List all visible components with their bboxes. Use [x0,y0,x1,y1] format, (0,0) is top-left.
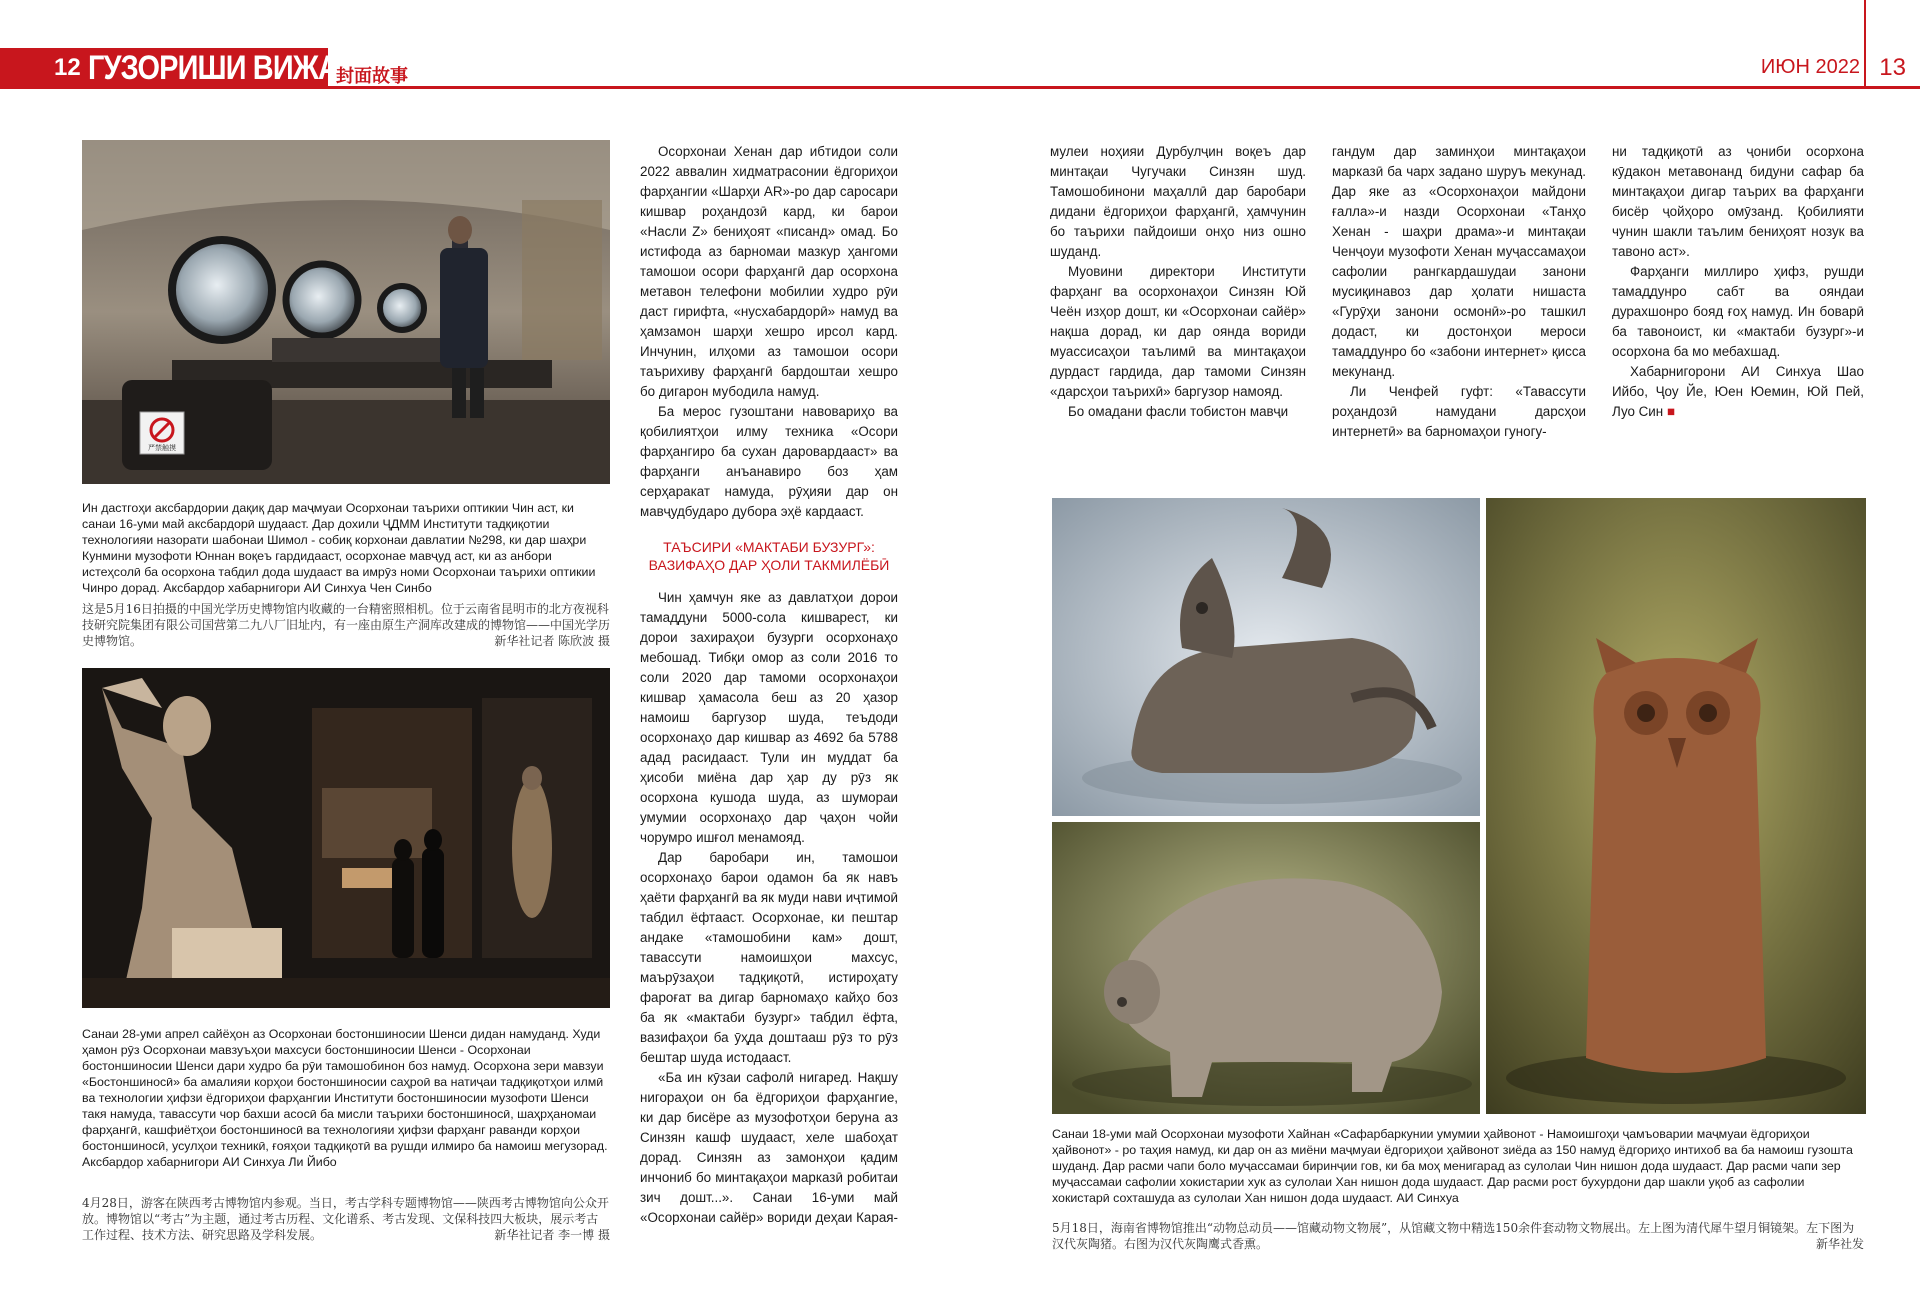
end-mark: ■ [1666,404,1676,419]
col4-paragraph: Фарҳанги миллиро ҳифз, рушди тамаддунро сабт ва ояндаи дурахшонро бояд ғоҳ намуд. Ин боварӣ ба тавоноист, ки «мактаби бузург»-и осорхона ба мо мебахшад. [1612,264,1864,359]
page-number-right: 13 [1879,54,1906,81]
photo-group-caption-cn [1052,1220,1864,1252]
col1-paragraph: Дар баробари ин, тамошои осорхонаҳо барои одамон ба як навъ ҳаёти фарҳангӣ ва як муди нави иҷтимоӣ табдил ёфтааст. Осорхонае, ки пештар андаке «тамошобини кам» дошт, тавассути намоишҳои махсус, маърӯзаҳои тадқиқотӣ, истироҳату фароғат ва дигар барномаҳо кайҳо боз ба як «мактаби бузург» табдил ёфта, вазифаҳои ба ӯҳда доштааш рӯз то рӯз бештар шуда истодааст. [640,850,898,1065]
photo1-caption-cn [82,601,610,649]
col2-paragraph: мулеи ноҳияи Дурбулҷин воқеъ дар минтақаи Чугучаки Синзян шуд. Тамошобинони маҳаллӣ дар баробари дидани ёдгориҳои фарҳангӣ, ҳамчунин бо таърихи пайдоиши онҳо низ ошно шуданд. [1050,144,1306,259]
col3-paragraph: Ли Ченфей гуфт: «Тавассути роҳандозӣ намудани дарсҳои интернетӣ» ва барномаҳои гуногу- [1332,384,1586,439]
col2-paragraph: Бо омадани фасли тобистон мавҷи [1068,404,1289,419]
no-touch-sign-text: 严禁触摸 [148,444,176,452]
photo-eagle-censer [1486,498,1866,1114]
article-column-4 [1612,142,1864,422]
col4-paragraph: ни тадқиқотӣ аз ҷониби осорхона кӯдакон метавонанд бидуни сафар ба минтақаҳои дигар таърих ва фарҳанги бисёр ҷойҳоро омӯзанд. Қобилияти чунин шакли таълим бениҳоят нозук ва тавоно аст». [1612,144,1864,259]
photo-group-caption-cn-text: 5月18日，海南省博物馆推出“动物总动员——馆藏动物文物展”，从馆藏文物中精选150余件套动物文物展出。左上图为清代犀牛望月铜镜架。左下图为汉代灰陶猪。右图为汉代灰陶鹰式香熏。 [1052,1221,1855,1251]
photo1-caption: Ин дастгоҳи аксбардории дақиқ дар маҷмуаи Осорхонаи таърихи оптикии Чин аст, ки санаи 16-уми май аксбардорӣ шудааст. Дар дохили ҶДММ Институти тадқиқотии технологияи назорати шабонаи Шимол - собиқ корхонаи давлатии №298, ки дар шаҳри Кунмини музофоти Юннан воқеъ гардидааст, осорхонае мавҷуд аст, ки аз анбори истеҳсолӣ ба осорхона табдил дода шудааст ва имрӯз номи Осорхонаи таърихи оптикии Чинро дорад. Аксбардор хабарнигори АИ Синхуа Чен Синбо [82,501,596,595]
byline [1612,362,1864,422]
photo2-caption: Санаи 28-уми апрел сайёҳон аз Осорхонаи бостоншиносии Шенси дидан намуданд. Худи ҳамон рӯз Осорхонаи мавзуъҳои махсуси бостоншиносии Шенси - Осорхонаи бостоншиносии Шенси дари худро ба рӯи тамошобинон боз намуд. Осорхона зери мавзуи «Бостоншиносӣ» ба амалияи корҳои бостоншиносии саҳроӣ ва натиҷаи тадқиқотҳои илмӣ ва технологии ҳифзи ёдгориҳои фарҳангии Институти бостоншиносии музофоти Шенси такя намуда, тавассути чор бахши асосӣ ба мисли таърихи бостоншиносӣ, шаҳрҳаномаи фарҳангӣ, кашфиётҳои бостоншиносӣ ва технологияи ҳифзи фарҳанг раванди корҳои бостоншиносӣ, усулҳои техникӣ, ғояҳои тадқиқотӣ ва рушди илмиро ба намоиш мегузорад. Аксбардор хабарнигори АИ Синхуа Ли Йибо [82,1027,608,1169]
photo2-caption-cn [82,1195,610,1243]
byline-text: Хабарнигорони АИ Синхуа Шао Ийбо, Ҷоу Йе, Юен Юемин, Юй Пей, Луо Син [1612,364,1864,419]
photo-bronze-ox [1052,498,1480,816]
photo2-credit: 新华社记者 李一博 摄 [494,1228,610,1242]
article-column-3 [1332,142,1586,442]
photo-optical-camera [82,140,610,484]
col1-paragraph: Ба мерос гузоштани навовариҳо ва қобилиятҳои илму техника «Осори фарҳангиро ба сухан даровардааст» ва фарҳанги анъанавиро боз ҳам серҳаракат намуда, рӯҳияи дар он мавҷудбударо дубора эҳё кардааст. [640,404,898,519]
subhead-line-1: ТАЪСИРИ «МАКТАБИ БУЗУРГ»: [663,539,875,555]
photo-clay-pig [1052,822,1480,1114]
issue-date: ИЮН 2022 [1760,56,1860,78]
section-title: ГУЗОРИШИ ВИЖА [88,49,339,87]
col2-paragraph: Муовини директори Институти фарҳанг ва осорхонаҳои Синзян Юй Чеён изҳор дошт, ки «Осорхонаи сайёр» нақша дорад, ки дар оянда вориди муассисаҳои таълимӣ ва минтақаҳои дурдаст гардида, дар тамоми Синзян «дарсҳои таърихӣ» баргузор намояд. [1050,264,1306,399]
col1-paragraph: Чин ҳамчун яке аз давлатҳои дорои тамаддуни 5000-сола кишварест, ки дорои захираҳои бузурги осорхонаҳо мебошад. Тибқи омор аз соли 2016 то соли 2020 дар тамоми осорхонаҳои кишвар ҳамасола беш аз 20 ҳазор намоиш баргузор шуда, теъдоди осорхонаҳо дар кишвар аз 4692 ба 5788 адад расидааст. Тули ин муддат ба ҳисоби миёна дар ҳар ду рӯз як осорхона кушода шуда, аз шумораи умумии осорхонаҳо дар ҷаҳон чойи чорумро ишғол менамояд. [640,590,898,845]
photo-archaeology-museum [82,668,610,1008]
section-subtitle: 封面故事 [336,66,408,87]
photo-group-credit: 新华社发 [1815,1237,1864,1251]
section-subhead [640,538,898,574]
photo-group-caption: Санаи 18-уми май Осорхонаи музофоти Хайнан «Сафарбаркунии умумии ҳайвонот - Намоишгоҳи ҷамъоварии маҷмуаи ёдгориҳои ҳайвонот» - ро таҳия намуд, ки дар он аз миёни маҷмуаи ёдгориҳои ҳайвонот зиёда аз 150 намуд ёдгориҳо интихоб ва ба намоиш гузошта шуданд. Дар расми чапи боло муҷассамаи биринҷии гов, ки ба моҳ менигарад аз сулолаи Чин нишон дода шудааст. Дар расми чапи зер муҷассамаи сафолии хокистарии хук аз сулолаи Хан нишон дода шудааст. Дар расми рост бухурдони дар шакли уқоб аз сафолии хокистарӣ сохташуда аз сулолаи Хан нишон дода шудааст. АИ Синхуа [1052,1127,1853,1205]
subhead-line-2: ВАЗИФАҲО ДАР ҲОЛИ ТАКМИЛЁБӢ [648,557,890,573]
photo2-caption-cn-text: 4月28日，游客在陕西考古博物馆内参观。当日，考古学科专题博物馆——陕西考古博物馆向公众开放。博物馆以“考古”为主题，通过考古历程、文化谱系、考古发现、文保科技四大板块，展示考古工作过程、技术方法、研究思路及学科发展。 [82,1196,609,1242]
col1-paragraph: «Ба ин кӯзаи сафолӣ нигаред. Нақшу нигораҳои он ба ёдгориҳои фарҳангие, ки дар бисёре аз музофотҳои беруна аз Синзян кашф шудааст, хеле шабоҳат дорад. Синзян аз замонҳои қадим инчониб бо минтақаҳои марказӣ робитаи зич дошт...». Санаи 16-уми май «Осорхонаи сайёр» вориди деҳаи Карая- [640,1070,898,1225]
col1-paragraph: Осорхонаи Хенан дар ибтидои соли 2022 аввалин хидматрасонии ёдгориҳои фарҳангии «Шарҳи AR»-ро дар саросари кишвар роҳандозӣ кард, ки барои «Насли Z» бениҳоят «писанд» омад. Бо истифода аз барномаи мазкур ҳангоми тамошои осори фарҳангӣ дар осорхона метавон телефони мобилии худро рӯи даст гирифта, «нусхабардорӣ» намуд ва ҳамзамон шарҳи хешро ирсол кард. Инчунин, илҳоми аз тамошои осори таърихиву фарҳангӣ бардоштаи хешро бо дигарон мубодила намуд. [640,144,898,399]
col3-paragraph: гандум дар заминҳои минтақаҳои марказӣ ба чарх задано шуруъ мекунад. Дар яке аз «Осорхонаҳои майдони ғалла»-и назди Осорхонаи «Танҳо Хенан - шаҳри драма»-и минтақаи Ченҷоуи музофоти Хенан муҷассамаҳои сафолии рангкардашудаи занони мусиқинавоз дар ҳолати нишаста «Гурӯҳи занони осмонӣ»-ро ташкил додаст, ки достонҳои мероси тамаддунро бо «забони интернет» қисса мекунанд. [1332,144,1586,379]
page-corner-divider [1864,0,1866,88]
page-number-left: 12 [54,54,81,81]
article-column-2 [1050,142,1306,422]
photo1-caption-cn-text: 这是5月16日拍摄的中国光学历史博物馆内收藏的一台精密照相机。位于云南省昆明市的北方夜视科技研究院集团有限公司国营第二九八厂旧址内，有一座由原生产洞库改建成的博物馆——中国光学历史博物馆。 [82,602,611,648]
article-column-1 [640,142,898,1228]
photo1-credit: 新华社记者 陈欣波 摄 [494,634,610,648]
